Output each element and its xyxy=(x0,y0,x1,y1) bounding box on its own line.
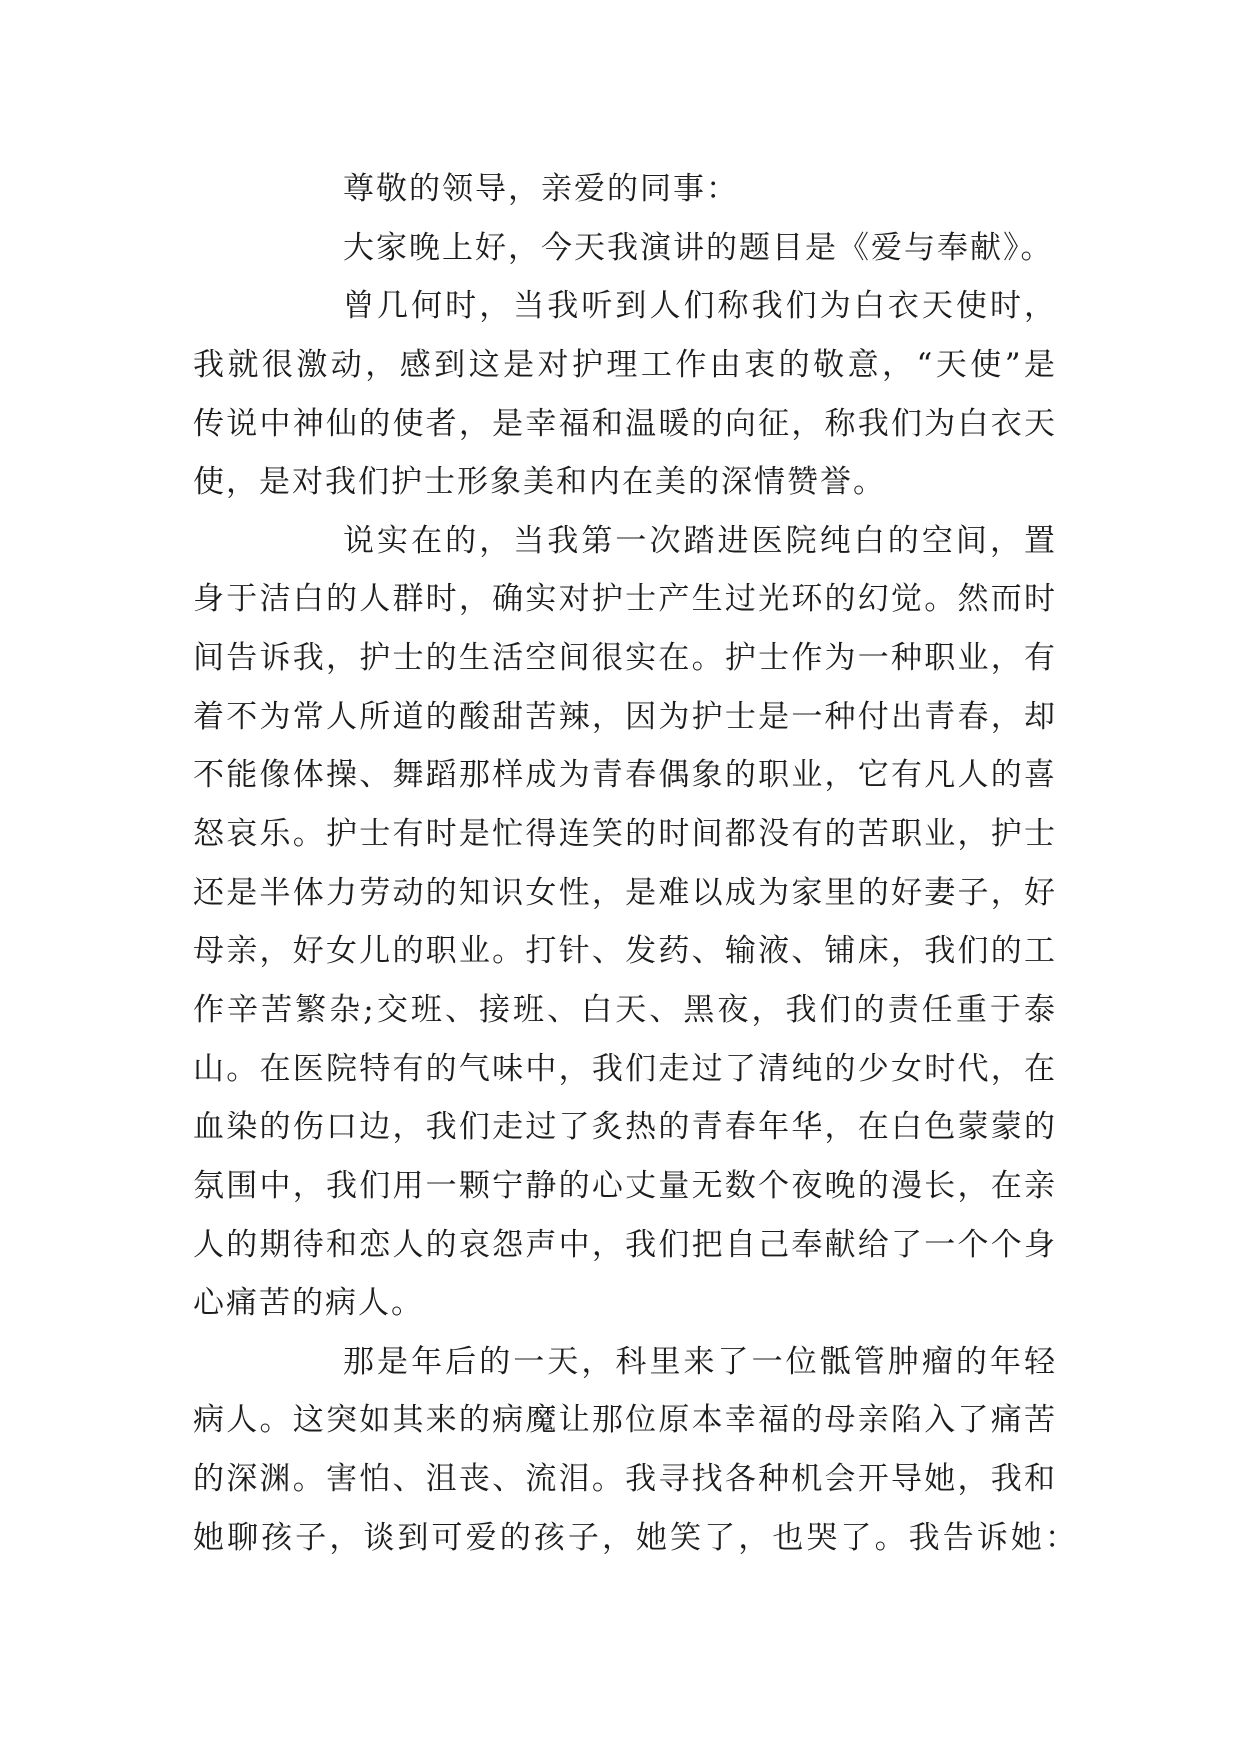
paragraph-body xyxy=(0,277,1241,512)
text-line: 使，是对我们护士形象美和内在美的深情赞誉。 xyxy=(193,464,886,501)
text-line: 还是半体力劳动的知识女性，是难以成为家里的好妻子，好 xyxy=(193,874,1057,911)
text-line: 着不为常人所道的酸甜苦辣，因为护士是一种付出青春，却 xyxy=(193,698,1057,735)
text-line: 心痛苦的病人。 xyxy=(193,1285,424,1322)
text-line: 氛围中，我们用一颗宁静的心丈量无数个夜晚的漫长，在亲 xyxy=(193,1167,1057,1204)
paragraph-body xyxy=(0,512,1241,1333)
text-line: 曾几何时，当我听到人们称我们为白衣天使时， xyxy=(343,288,1057,325)
text-line: 间告诉我，护士的生活空间很实在。护士作为一种职业，有 xyxy=(193,640,1057,677)
text-line: 血染的伤口边，我们走过了炙热的青春年华，在白色蒙蒙的 xyxy=(193,1109,1057,1146)
paragraph-greeting xyxy=(0,219,1241,278)
text-line: 母亲，好女儿的职业。打针、发药、输液、铺床，我们的工 xyxy=(193,933,1057,970)
text-line: 作辛苦繁杂;交班、接班、白天、黑夜，我们的责任重于泰 xyxy=(193,991,1057,1028)
text-line: 怒哀乐。护士有时是忙得连笑的时间都没有的苦职业，护士 xyxy=(193,816,1057,853)
text-line: 那是年后的一天，科里来了一位骶管肿瘤的年轻 xyxy=(343,1343,1057,1380)
text-line: 我就很激动，感到这是对护理工作由衷的敬意，“天使”是 xyxy=(193,346,1057,383)
text-line: 传说中神仙的使者，是幸福和温暖的向征，称我们为白衣天 xyxy=(193,405,1057,442)
paragraph-salutation xyxy=(0,160,1241,219)
text-line: 病人。这突如其来的病魔让那位原本幸福的母亲陷入了痛苦 xyxy=(193,1402,1057,1439)
text-line: 身于洁白的人群时，确实对护士产生过光环的幻觉。然而时 xyxy=(193,581,1057,618)
document-body xyxy=(0,160,1241,1567)
text-line: 山。在医院特有的气味中，我们走过了清纯的少女时代，在 xyxy=(193,1050,1057,1087)
text-line: 尊敬的领导，亲爱的同事： xyxy=(343,171,739,207)
text-line: 人的期待和恋人的哀怨声中，我们把自己奉献给了一个个身 xyxy=(193,1226,1057,1263)
text-line: 她聊孩子，谈到可爱的孩子，她笑了，也哭了。我告诉她： xyxy=(193,1519,1078,1556)
text-line: 说实在的，当我第一次踏进医院纯白的空间，置 xyxy=(343,522,1057,559)
text-line: 不能像体操、舞蹈那样成为青春偶象的职业，它有凡人的喜 xyxy=(193,757,1057,794)
text-line: 大家晚上好，今天我演讲的题目是《爱与奉献》。 xyxy=(343,229,1054,266)
text-line: 的深渊。害怕、沮丧、流泪。我寻找各种机会开导她，我和 xyxy=(193,1461,1057,1498)
paragraph-body xyxy=(0,1333,1241,1568)
